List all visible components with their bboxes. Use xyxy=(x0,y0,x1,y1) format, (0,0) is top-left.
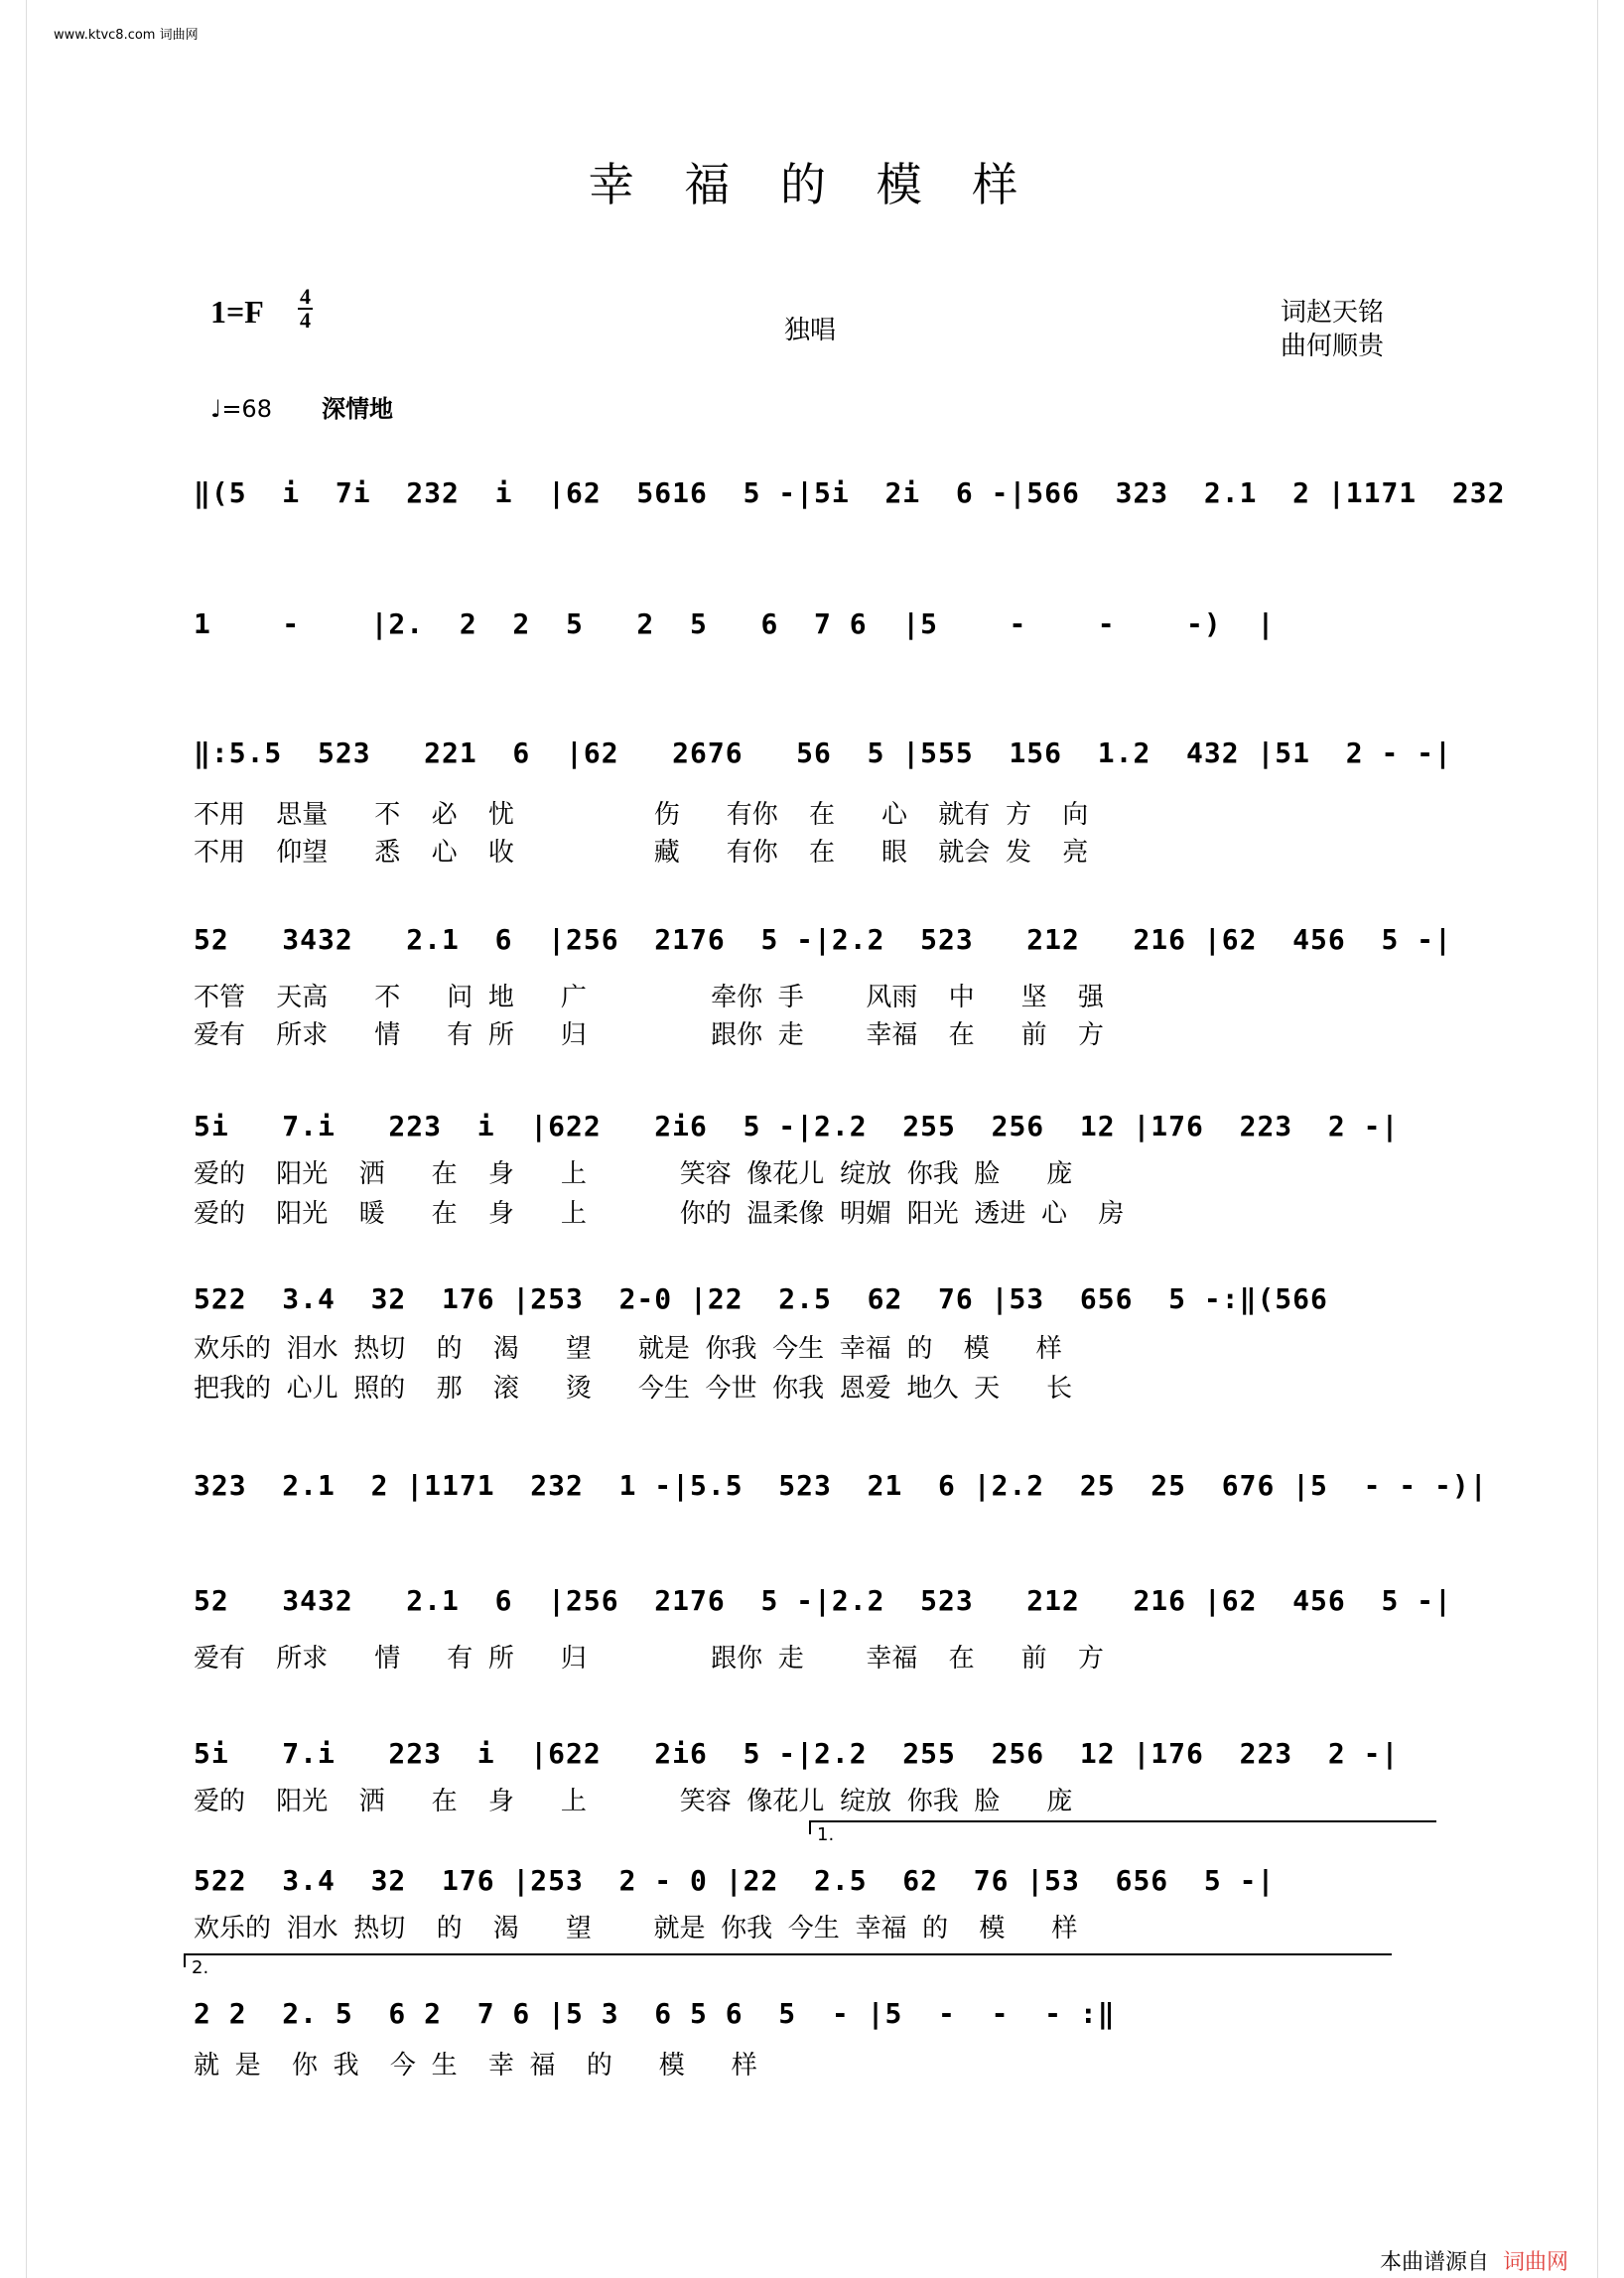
lyrics-row-10: 欢乐的 泪水 热切 的 渴 望 就是 你我 今生 幸福 的 模 样 xyxy=(194,1914,1078,1943)
notation-row-3: ‖:5.5 523 221 6 |62 2676 56 5 |555 156 1.2 432 |51 2 - -| xyxy=(194,737,1452,769)
notation-row-5: 5i 7.i 223 i |622 2i6 5 -|2.2 255 256 12 |176 223 2 -| xyxy=(194,1110,1400,1142)
time-signature xyxy=(298,286,313,332)
expression-mark: 深情地 xyxy=(321,395,393,423)
first-ending-bracket xyxy=(809,1820,1436,1845)
lyrics-row-11: 就 是 你 我 今 生 幸 福 的 模 样 xyxy=(194,2051,757,2080)
lyricist: 词赵天铭 xyxy=(1281,298,1385,328)
lyrics-row-5-verse-2: 爱的 阳光 暖 在 身 上 你的 温柔像 明媚 阳光 透进 心 房 xyxy=(194,1199,1125,1229)
lyrics-row-5-verse-1: 爱的 阳光 洒 在 身 上 笑容 像花儿 绽放 你我 脸 庞 xyxy=(194,1159,1073,1189)
footer-credit xyxy=(1380,2245,1568,2276)
lyrics-row-6-verse-2: 把我的 心儿 照的 那 滚 烫 今生 今世 你我 恩爱 地久 天 长 xyxy=(194,1374,1073,1404)
lyrics-row-9: 爱的 阳光 洒 在 身 上 笑容 像花儿 绽放 你我 脸 庞 xyxy=(194,1787,1073,1816)
second-ending-label: 2. xyxy=(192,1957,209,1978)
notation-row-7: 323 2.1 2 |1171 232 1 -|5.5 523 21 6 |2.2 25 25 676 |5 - - -)| xyxy=(194,1469,1488,1502)
notation-row-11: 2 2 2. 5 6 2 7 6 |5 3 6 5 6 5 - |5 - - - :‖ xyxy=(194,1997,1116,2030)
tempo-bpm: ♩=68 xyxy=(210,395,272,423)
performance-mode: 独唱 xyxy=(784,316,837,345)
site-url: www.ktvc8.com 词曲网 xyxy=(54,28,199,43)
second-ending-bracket xyxy=(184,1953,1392,1978)
footer-brand-link[interactable]: 词曲网 xyxy=(1502,2250,1568,2275)
notation-row-9: 5i 7.i 223 i |622 2i6 5 -|2.2 255 256 12 |176 223 2 -| xyxy=(194,1737,1400,1770)
composer: 曲何顺贵 xyxy=(1281,332,1385,361)
first-ending-label: 1. xyxy=(817,1824,835,1845)
lyrics-row-6-verse-1: 欢乐的 泪水 热切 的 渴 望 就是 你我 今生 幸福 的 模 样 xyxy=(194,1334,1062,1364)
time-signature-top: 4 xyxy=(300,284,311,309)
left-margin-strip xyxy=(0,0,27,2278)
notation-row-1: ‖(5 i 7i 232 i |62 5616 5 -|5i 2i 6 -|566 323 2.1 2 |1171 232 xyxy=(194,476,1506,509)
notation-row-8: 52 3432 2.1 6 |256 2176 5 -|2.2 523 212 216 |62 456 5 -| xyxy=(194,1584,1452,1617)
song-title: 幸 福 的 模 样 xyxy=(588,158,1036,211)
footer-text: 本曲谱源自 xyxy=(1379,2250,1489,2275)
lyrics-row-3-verse-2: 不用 仰望 悉 心 收 藏 有你 在 眼 就会 发 亮 xyxy=(194,838,1089,868)
lyrics-row-4-verse-1: 不管 天高 不 问 地 广 牵你 手 风雨 中 坚 强 xyxy=(194,983,1104,1012)
notation-row-6: 522 3.4 32 176 |253 2-0 |22 2.5 62 76 |53 656 5 -:‖(566 xyxy=(194,1282,1328,1315)
lyrics-row-3-verse-1: 不用 思量 不 必 忧 伤 有你 在 心 就有 方 向 xyxy=(194,800,1089,830)
right-margin-strip xyxy=(1597,0,1624,2278)
notation-row-2: 1 - |2. 2 2 5 2 5 6 7 6 |5 - - -) | xyxy=(194,607,1276,640)
notation-row-10: 522 3.4 32 176 |253 2 - 0 |22 2.5 62 76 |53 656 5 -| xyxy=(194,1864,1276,1897)
time-signature-bottom: 4 xyxy=(300,308,311,333)
lyrics-row-8: 爱有 所求 情 有 所 归 跟你 走 幸福 在 前 方 xyxy=(194,1644,1104,1674)
tempo-marking xyxy=(210,389,393,424)
lyrics-row-4-verse-2: 爱有 所求 情 有 所 归 跟你 走 幸福 在 前 方 xyxy=(194,1020,1104,1050)
credits xyxy=(1281,296,1384,363)
notation-row-4: 52 3432 2.1 6 |256 2176 5 -|2.2 523 212 216 |62 456 5 -| xyxy=(194,923,1452,956)
key-signature: 1=F xyxy=(210,294,264,330)
